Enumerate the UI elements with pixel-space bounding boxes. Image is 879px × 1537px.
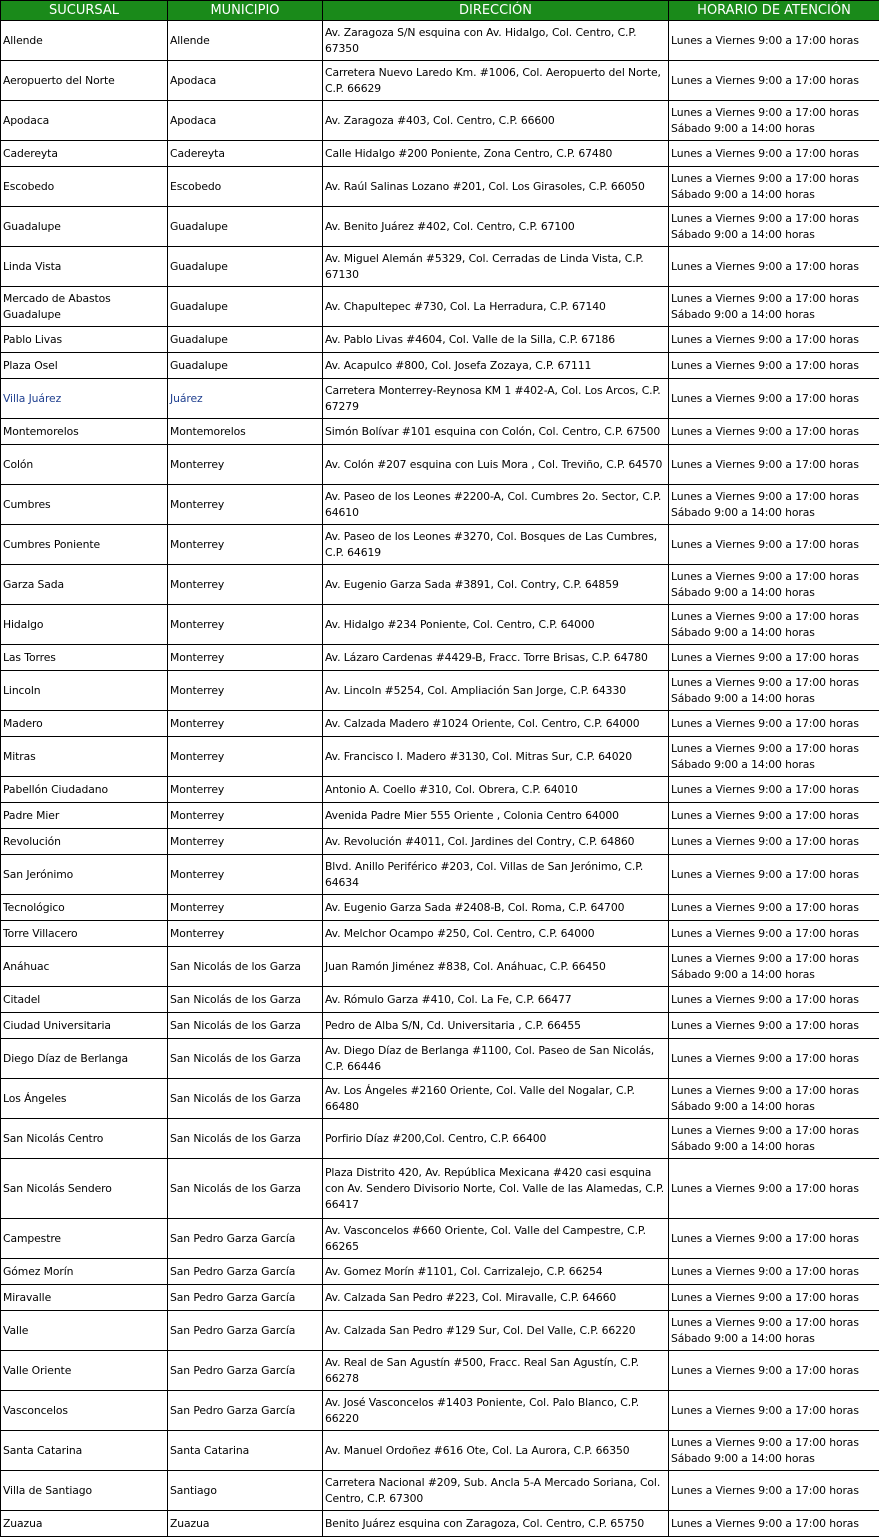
address-cell: Av. Lázaro Cardenas #4429-B, Fracc. Torre Brisas, C.P. 64780 — [323, 645, 669, 671]
municipality-cell: Monterrey — [168, 485, 323, 525]
municipality-cell: Monterrey — [168, 671, 323, 711]
hours-cell: Lunes a Viernes 9:00 a 17:00 horas Sábado 9:00 a 14:00 horas — [669, 1431, 879, 1471]
branch-cell: Pablo Livas — [1, 327, 168, 353]
table-row — [1, 1391, 879, 1431]
municipality-cell: San Pedro Garza García — [168, 1311, 323, 1351]
hours-cell: Lunes a Viernes 9:00 a 17:00 horas — [669, 987, 879, 1013]
table-row — [1, 711, 879, 737]
header-municipio: MUNICIPIO — [168, 1, 323, 21]
table-row — [1, 1039, 879, 1079]
branch-cell: Mitras — [1, 737, 168, 777]
branch-cell: Ciudad Universitaria — [1, 1013, 168, 1039]
address-cell: Av. Raúl Salinas Lozano #201, Col. Los Girasoles, C.P. 66050 — [323, 167, 669, 207]
address-cell: Av. Acapulco #800, Col. Josefa Zozaya, C.P. 67111 — [323, 353, 669, 379]
hours-cell: Lunes a Viernes 9:00 a 17:00 horas — [669, 1039, 879, 1079]
table-row — [1, 61, 879, 101]
branch-cell: Diego Díaz de Berlanga — [1, 1039, 168, 1079]
branch-cell: Montemorelos — [1, 419, 168, 445]
branch-cell: Cadereyta — [1, 141, 168, 167]
address-cell: Av. Francisco I. Madero #3130, Col. Mitras Sur, C.P. 64020 — [323, 737, 669, 777]
hours-cell: Lunes a Viernes 9:00 a 17:00 horas Sábado 9:00 a 14:00 horas — [669, 167, 879, 207]
branch-cell: Zuazua — [1, 1511, 168, 1537]
table-row — [1, 605, 879, 645]
table-row — [1, 485, 879, 525]
hours-cell: Lunes a Viernes 9:00 a 17:00 horas Sábado 9:00 a 14:00 horas — [669, 565, 879, 605]
municipality-cell: Monterrey — [168, 525, 323, 565]
table-row — [1, 1285, 879, 1311]
table-row — [1, 1119, 879, 1159]
hours-cell: Lunes a Viernes 9:00 a 17:00 horas — [669, 21, 879, 61]
municipality-cell: Guadalupe — [168, 353, 323, 379]
municipality-cell: San Nicolás de los Garza — [168, 1079, 323, 1119]
municipality-cell: San Nicolás de los Garza — [168, 1013, 323, 1039]
table-row — [1, 1259, 879, 1285]
table-row — [1, 803, 879, 829]
header-direccion: DIRECCIÓN — [323, 1, 669, 21]
table-row — [1, 101, 879, 141]
hours-cell: Lunes a Viernes 9:00 a 17:00 horas Sábado 9:00 a 14:00 horas — [669, 207, 879, 247]
municipality-cell: Guadalupe — [168, 207, 323, 247]
address-cell: Av. Hidalgo #234 Poniente, Col. Centro, C.P. 64000 — [323, 605, 669, 645]
branch-cell: Lincoln — [1, 671, 168, 711]
branch-cell: Los Ángeles — [1, 1079, 168, 1119]
municipality-cell: San Pedro Garza García — [168, 1391, 323, 1431]
municipality-cell: Guadalupe — [168, 247, 323, 287]
branch-cell: Cumbres — [1, 485, 168, 525]
address-cell: Calle Hidalgo #200 Poniente, Zona Centro, C.P. 67480 — [323, 141, 669, 167]
address-cell: Av. Colón #207 esquina con Luis Mora , Col. Treviño, C.P. 64570 — [323, 445, 669, 485]
hours-cell: Lunes a Viernes 9:00 a 17:00 horas — [669, 141, 879, 167]
hours-cell: Lunes a Viernes 9:00 a 17:00 horas — [669, 353, 879, 379]
municipality-cell: Monterrey — [168, 895, 323, 921]
municipality-cell: Monterrey — [168, 711, 323, 737]
branch-cell: Padre Mier — [1, 803, 168, 829]
municipality-cell: San Nicolás de los Garza — [168, 1119, 323, 1159]
table-row — [1, 947, 879, 987]
table-row — [1, 379, 879, 419]
table-row — [1, 645, 879, 671]
address-cell: Av. Eugenio Garza Sada #3891, Col. Contry, C.P. 64859 — [323, 565, 669, 605]
address-cell: Juan Ramón Jiménez #838, Col. Anáhuac, C.P. 66450 — [323, 947, 669, 987]
branch-cell: Campestre — [1, 1219, 168, 1259]
branch-cell: Pabellón Ciudadano — [1, 777, 168, 803]
municipality-cell: Monterrey — [168, 645, 323, 671]
table-row — [1, 1219, 879, 1259]
table-row — [1, 1351, 879, 1391]
branch-cell: Citadel — [1, 987, 168, 1013]
branch-cell: Linda Vista — [1, 247, 168, 287]
hours-cell: Lunes a Viernes 9:00 a 17:00 horas — [669, 1471, 879, 1511]
table-row — [1, 1471, 879, 1511]
address-cell: Av. Manuel Ordoñez #616 Ote, Col. La Aurora, C.P. 66350 — [323, 1431, 669, 1471]
table-row — [1, 1311, 879, 1351]
address-cell: Av. Los Ángeles #2160 Oriente, Col. Valle del Nogalar, C.P. 66480 — [323, 1079, 669, 1119]
hours-cell: Lunes a Viernes 9:00 a 17:00 horas — [669, 525, 879, 565]
address-cell: Av. Zaragoza S/N esquina con Av. Hidalgo, Col. Centro, C.P. 67350 — [323, 21, 669, 61]
table-row — [1, 247, 879, 287]
hours-cell: Lunes a Viernes 9:00 a 17:00 horas — [669, 1159, 879, 1219]
address-cell: Avenida Padre Mier 555 Oriente , Colonia Centro 64000 — [323, 803, 669, 829]
hours-cell: Lunes a Viernes 9:00 a 17:00 horas — [669, 327, 879, 353]
hours-cell: Lunes a Viernes 9:00 a 17:00 horas — [669, 61, 879, 101]
branch-cell: Santa Catarina — [1, 1431, 168, 1471]
table-row — [1, 1079, 879, 1119]
branch-cell: Escobedo — [1, 167, 168, 207]
municipality-cell: Monterrey — [168, 777, 323, 803]
branch-cell: Plaza Osel — [1, 353, 168, 379]
branch-cell: Anáhuac — [1, 947, 168, 987]
table-row — [1, 1511, 879, 1537]
table-row — [1, 1431, 879, 1471]
table-row — [1, 855, 879, 895]
municipality-cell: Monterrey — [168, 737, 323, 777]
address-cell: Av. Melchor Ocampo #250, Col. Centro, C.P. 64000 — [323, 921, 669, 947]
table-row — [1, 987, 879, 1013]
hours-cell: Lunes a Viernes 9:00 a 17:00 horas — [669, 1391, 879, 1431]
address-cell: Av. Paseo de los Leones #3270, Col. Bosques de Las Cumbres, C.P. 64619 — [323, 525, 669, 565]
hours-cell: Lunes a Viernes 9:00 a 17:00 horas Sábado 9:00 a 14:00 horas — [669, 1311, 879, 1351]
address-cell: Av. Calzada San Pedro #223, Col. Miravalle, C.P. 64660 — [323, 1285, 669, 1311]
table-row — [1, 737, 879, 777]
hours-cell: Lunes a Viernes 9:00 a 17:00 horas — [669, 419, 879, 445]
address-cell: Av. Calzada San Pedro #129 Sur, Col. Del Valle, C.P. 66220 — [323, 1311, 669, 1351]
hours-cell: Lunes a Viernes 9:00 a 17:00 horas — [669, 921, 879, 947]
hours-cell: Lunes a Viernes 9:00 a 17:00 horas Sábado 9:00 a 14:00 horas — [669, 485, 879, 525]
hours-cell: Lunes a Viernes 9:00 a 17:00 horas — [669, 1511, 879, 1537]
municipality-cell: San Nicolás de los Garza — [168, 987, 323, 1013]
municipality-cell: San Nicolás de los Garza — [168, 1159, 323, 1219]
municipality-cell: San Pedro Garza García — [168, 1259, 323, 1285]
hours-cell: Lunes a Viernes 9:00 a 17:00 horas — [669, 379, 879, 419]
address-cell: Av. Pablo Livas #4604, Col. Valle de la Silla, C.P. 67186 — [323, 327, 669, 353]
municipality-cell: Apodaca — [168, 61, 323, 101]
municipality-cell: Monterrey — [168, 565, 323, 605]
hours-cell: Lunes a Viernes 9:00 a 17:00 horas Sábado 9:00 a 14:00 horas — [669, 101, 879, 141]
hours-cell: Lunes a Viernes 9:00 a 17:00 horas — [669, 1285, 879, 1311]
municipality-cell: Montemorelos — [168, 419, 323, 445]
address-cell: Antonio A. Coello #310, Col. Obrera, C.P. 64010 — [323, 777, 669, 803]
branch-cell: Colón — [1, 445, 168, 485]
hours-cell: Lunes a Viernes 9:00 a 17:00 horas Sábado 9:00 a 14:00 horas — [669, 605, 879, 645]
table-row — [1, 895, 879, 921]
table-row — [1, 141, 879, 167]
address-cell: Carretera Nuevo Laredo Km. #1006, Col. Aeropuerto del Norte, C.P. 66629 — [323, 61, 669, 101]
address-cell: Av. Real de San Agustín #500, Fracc. Real San Agustín, C.P. 66278 — [323, 1351, 669, 1391]
branch-cell: San Nicolás Centro — [1, 1119, 168, 1159]
table-row — [1, 525, 879, 565]
municipality-cell: Zuazua — [168, 1511, 323, 1537]
branch-cell: Las Torres — [1, 645, 168, 671]
address-cell: Av. Eugenio Garza Sada #2408-B, Col. Roma, C.P. 64700 — [323, 895, 669, 921]
municipality-cell: Allende — [168, 21, 323, 61]
municipality-cell: Santiago — [168, 1471, 323, 1511]
branch-cell: Tecnológico — [1, 895, 168, 921]
municipality-cell: San Nicolás de los Garza — [168, 1039, 323, 1079]
branch-cell: Aeropuerto del Norte — [1, 61, 168, 101]
table-row — [1, 565, 879, 605]
hours-cell: Lunes a Viernes 9:00 a 17:00 horas — [669, 829, 879, 855]
hours-cell: Lunes a Viernes 9:00 a 17:00 horas — [669, 1013, 879, 1039]
municipality-cell: Monterrey — [168, 605, 323, 645]
municipality-cell: Monterrey — [168, 855, 323, 895]
table-row — [1, 921, 879, 947]
branch-cell: Mercado de Abastos Guadalupe — [1, 287, 168, 327]
branch-cell: Valle — [1, 1311, 168, 1351]
address-cell: Av. José Vasconcelos #1403 Poniente, Col. Palo Blanco, C.P. 66220 — [323, 1391, 669, 1431]
address-cell: Benito Juárez esquina con Zaragoza, Col. Centro, C.P. 65750 — [323, 1511, 669, 1537]
branch-cell: Valle Oriente — [1, 1351, 168, 1391]
hours-cell: Lunes a Viernes 9:00 a 17:00 horas — [669, 1259, 879, 1285]
header-sucursal: SUCURSAL — [1, 1, 168, 21]
address-cell: Av. Calzada Madero #1024 Oriente, Col. Centro, C.P. 64000 — [323, 711, 669, 737]
branch-cell: Guadalupe — [1, 207, 168, 247]
branch-cell: Villa de Santiago — [1, 1471, 168, 1511]
address-cell: Carretera Nacional #209, Sub. Ancla 5-A Mercado Soriana, Col. Centro, C.P. 67300 — [323, 1471, 669, 1511]
address-cell: Av. Paseo de los Leones #2200-A, Col. Cumbres 2o. Sector, C.P. 64610 — [323, 485, 669, 525]
address-cell: Av. Gomez Morín #1101, Col. Carrizalejo, C.P. 66254 — [323, 1259, 669, 1285]
branch-cell: Garza Sada — [1, 565, 168, 605]
branch-cell: Apodaca — [1, 101, 168, 141]
municipality-cell: Apodaca — [168, 101, 323, 141]
municipality-cell: Cadereyta — [168, 141, 323, 167]
table-row — [1, 1159, 879, 1219]
municipality-cell: Guadalupe — [168, 327, 323, 353]
table-row — [1, 777, 879, 803]
table-row — [1, 1013, 879, 1039]
header-horario: HORARIO DE ATENCIÓN — [669, 1, 879, 21]
branch-cell: San Nicolás Sendero — [1, 1159, 168, 1219]
municipality-cell: Monterrey — [168, 829, 323, 855]
table-row — [1, 419, 879, 445]
address-cell: Av. Rómulo Garza #410, Col. La Fe, C.P. 66477 — [323, 987, 669, 1013]
branch-cell: Revolución — [1, 829, 168, 855]
table-row — [1, 671, 879, 711]
municipality-cell: Santa Catarina — [168, 1431, 323, 1471]
municipality-cell: Monterrey — [168, 921, 323, 947]
hours-cell: Lunes a Viernes 9:00 a 17:00 horas — [669, 711, 879, 737]
branch-cell: Gómez Morín — [1, 1259, 168, 1285]
branch-cell: San Jerónimo — [1, 855, 168, 895]
hours-cell: Lunes a Viernes 9:00 a 17:00 horas Sábado 9:00 a 14:00 horas — [669, 287, 879, 327]
table-row — [1, 287, 879, 327]
address-cell: Av. Lincoln #5254, Col. Ampliación San Jorge, C.P. 64330 — [323, 671, 669, 711]
hours-cell: Lunes a Viernes 9:00 a 17:00 horas — [669, 1219, 879, 1259]
municipality-cell: Juárez — [168, 379, 323, 419]
hours-cell: Lunes a Viernes 9:00 a 17:00 horas — [669, 1351, 879, 1391]
hours-cell: Lunes a Viernes 9:00 a 17:00 horas Sábado 9:00 a 14:00 horas — [669, 1119, 879, 1159]
branch-cell: Villa Juárez — [1, 379, 168, 419]
address-cell: Av. Vasconcelos #660 Oriente, Col. Valle del Campestre, C.P. 66265 — [323, 1219, 669, 1259]
branch-cell: Cumbres Poniente — [1, 525, 168, 565]
branch-cell: Vasconcelos — [1, 1391, 168, 1431]
municipality-cell: San Pedro Garza García — [168, 1351, 323, 1391]
municipality-cell: Monterrey — [168, 803, 323, 829]
address-cell: Av. Chapultepec #730, Col. La Herradura, C.P. 67140 — [323, 287, 669, 327]
branch-cell: Hidalgo — [1, 605, 168, 645]
address-cell: Av. Diego Díaz de Berlanga #1100, Col. Paseo de San Nicolás, C.P. 66446 — [323, 1039, 669, 1079]
municipality-cell: Monterrey — [168, 445, 323, 485]
table-row — [1, 21, 879, 61]
municipality-cell: San Pedro Garza García — [168, 1219, 323, 1259]
address-cell: Carretera Monterrey-Reynosa KM 1 #402-A, Col. Los Arcos, C.P. 67279 — [323, 379, 669, 419]
address-cell: Simón Bolívar #101 esquina con Colón, Col. Centro, C.P. 67500 — [323, 419, 669, 445]
hours-cell: Lunes a Viernes 9:00 a 17:00 horas — [669, 803, 879, 829]
branch-cell: Madero — [1, 711, 168, 737]
branch-cell: Allende — [1, 21, 168, 61]
table-row — [1, 327, 879, 353]
hours-cell: Lunes a Viernes 9:00 a 17:00 horas Sábado 9:00 a 14:00 horas — [669, 1079, 879, 1119]
table-body — [1, 21, 879, 1537]
hours-cell: Lunes a Viernes 9:00 a 17:00 horas — [669, 247, 879, 287]
address-cell: Porfirio Díaz #200,Col. Centro, C.P. 66400 — [323, 1119, 669, 1159]
table-row — [1, 207, 879, 247]
municipality-cell: San Pedro Garza García — [168, 1285, 323, 1311]
hours-cell: Lunes a Viernes 9:00 a 17:00 horas — [669, 445, 879, 485]
address-cell: Plaza Distrito 420, Av. República Mexicana #420 casi esquina con Av. Sendero Divisorio Norte, Col. Valle de las Alamedas, C.P. 66417 — [323, 1159, 669, 1219]
hours-cell: Lunes a Viernes 9:00 a 17:00 horas Sábado 9:00 a 14:00 horas — [669, 947, 879, 987]
address-cell: Blvd. Anillo Periférico #203, Col. Villas de San Jerónimo, C.P. 64634 — [323, 855, 669, 895]
address-cell: Av. Zaragoza #403, Col. Centro, C.P. 66600 — [323, 101, 669, 141]
address-cell: Av. Benito Juárez #402, Col. Centro, C.P. 67100 — [323, 207, 669, 247]
table-row — [1, 829, 879, 855]
municipality-cell: Guadalupe — [168, 287, 323, 327]
address-cell: Av. Revolución #4011, Col. Jardines del Contry, C.P. 64860 — [323, 829, 669, 855]
branch-cell: Miravalle — [1, 1285, 168, 1311]
hours-cell: Lunes a Viernes 9:00 a 17:00 horas — [669, 645, 879, 671]
branch-cell: Torre Villacero — [1, 921, 168, 947]
address-cell: Av. Miguel Alemán #5329, Col. Cerradas de Linda Vista, C.P. 67130 — [323, 247, 669, 287]
header-row — [1, 1, 879, 21]
hours-cell: Lunes a Viernes 9:00 a 17:00 horas — [669, 777, 879, 803]
hours-cell: Lunes a Viernes 9:00 a 17:00 horas Sábado 9:00 a 14:00 horas — [669, 737, 879, 777]
table-row — [1, 445, 879, 485]
hours-cell: Lunes a Viernes 9:00 a 17:00 horas — [669, 855, 879, 895]
municipality-cell: San Nicolás de los Garza — [168, 947, 323, 987]
table-row — [1, 353, 879, 379]
hours-cell: Lunes a Viernes 9:00 a 17:00 horas — [669, 895, 879, 921]
address-cell: Pedro de Alba S/N, Cd. Universitaria , C.P. 66455 — [323, 1013, 669, 1039]
municipality-cell: Escobedo — [168, 167, 323, 207]
hours-cell: Lunes a Viernes 9:00 a 17:00 horas Sábado 9:00 a 14:00 horas — [669, 671, 879, 711]
table-row — [1, 167, 879, 207]
